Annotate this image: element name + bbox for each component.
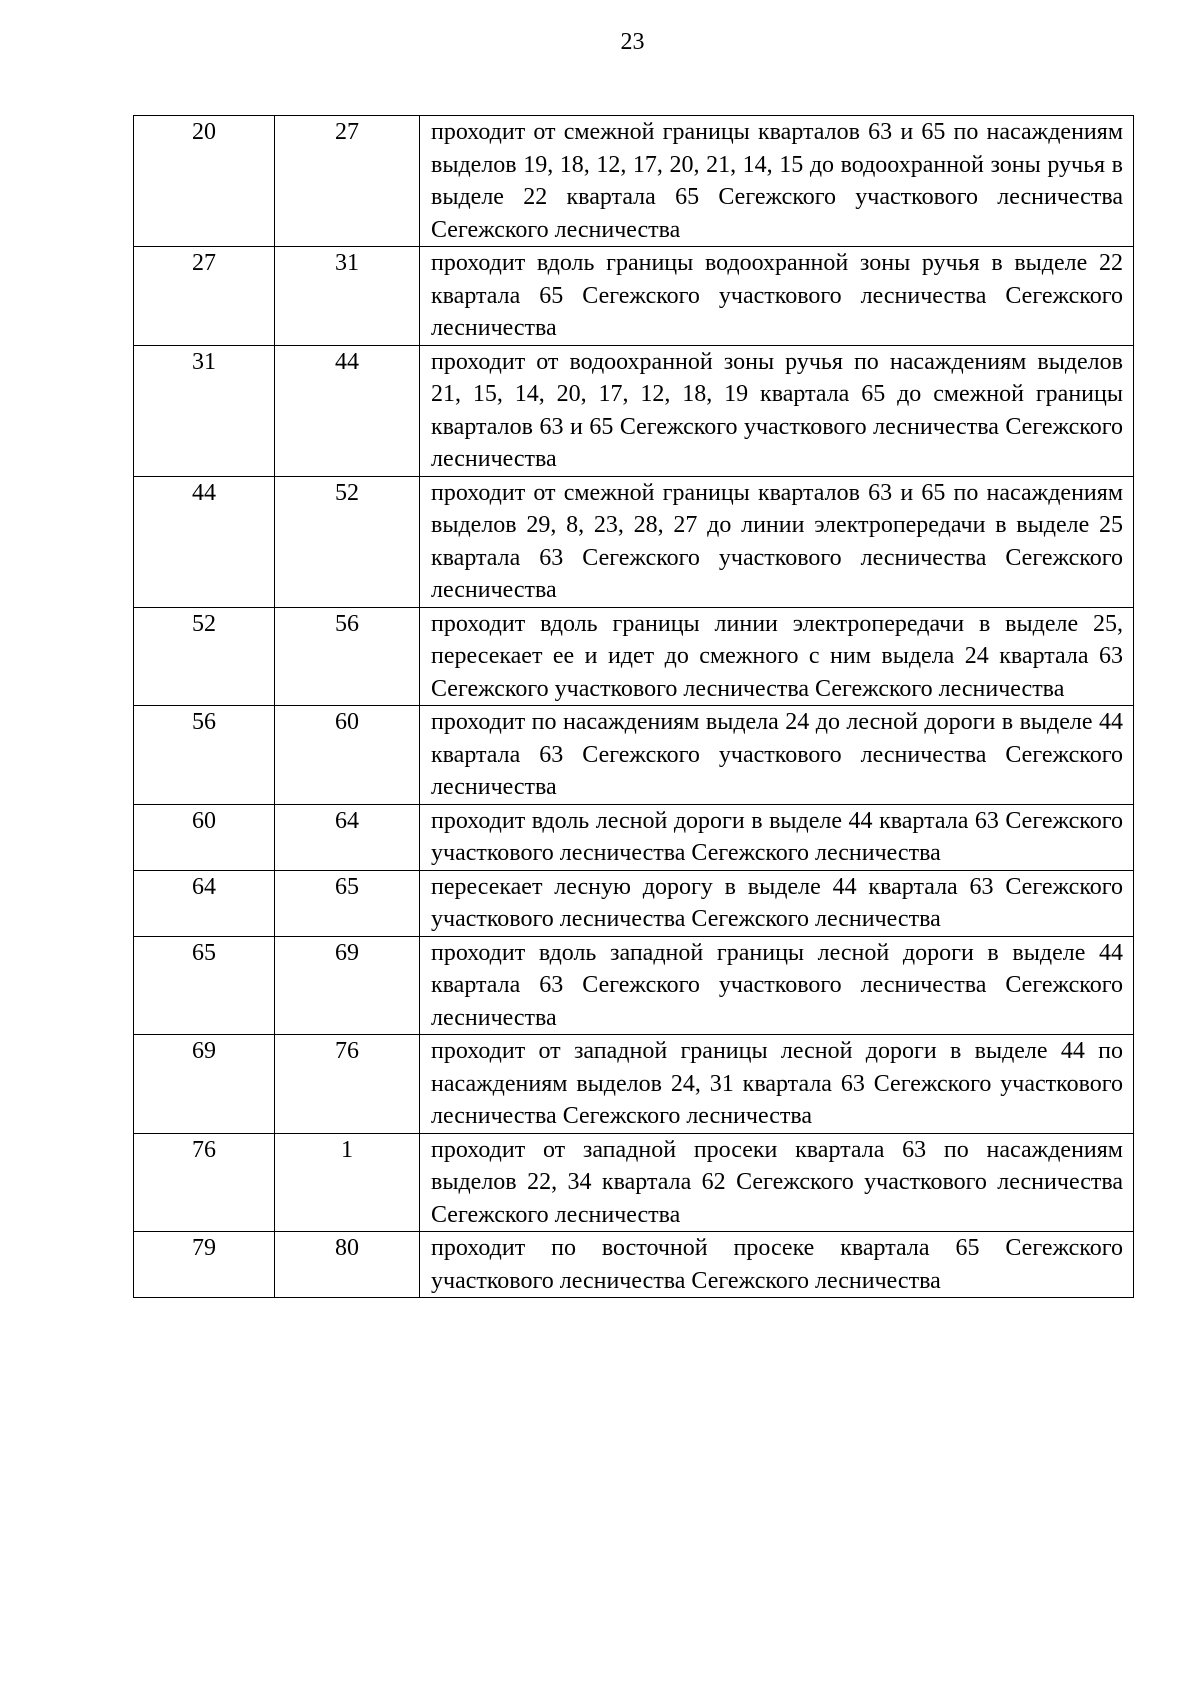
- table-row: [134, 476, 1134, 607]
- to-point-cell: 64: [275, 804, 420, 870]
- from-point-cell: 65: [134, 936, 275, 1035]
- from-point-cell: 20: [134, 116, 275, 247]
- table-row: [134, 870, 1134, 936]
- from-point-cell: 64: [134, 870, 275, 936]
- to-point-cell: 44: [275, 345, 420, 476]
- table-body: [134, 116, 1134, 1298]
- to-point-cell: 52: [275, 476, 420, 607]
- boundary-description-table: [133, 115, 1134, 1298]
- from-point-cell: 60: [134, 804, 275, 870]
- to-point-cell: 1: [275, 1133, 420, 1232]
- boundary-description-cell: проходит от водоохранной зоны ручья по насаждениям выделов 21, 15, 14, 20, 17, 12, 18, 19 квартала 65 до смежной границы кварталов 63 и 65 Сегежского участкового лесничества Сегежского лесничества: [420, 345, 1134, 476]
- page-number: 23: [620, 29, 645, 55]
- from-point-cell: 76: [134, 1133, 275, 1232]
- from-point-cell: 44: [134, 476, 275, 607]
- table-row: [134, 1035, 1134, 1134]
- boundary-description-cell: проходит от смежной границы кварталов 63 и 65 по насаждениям выделов 19, 18, 12, 17, 20, 21, 14, 15 до водоохранной зоны ручья в выделе 22 квартала 65 Сегежского участкового лесничества Сегежского лесничества: [420, 116, 1134, 247]
- boundary-description-cell: проходит по насаждениям выдела 24 до лесной дороги в выделе 44 квартала 63 Сегежского участкового лесничества Сегежского лесничества: [420, 706, 1134, 805]
- boundary-description-cell: проходит вдоль границы водоохранной зоны ручья в выделе 22 квартала 65 Сегежского участкового лесничества Сегежского лесничества: [420, 247, 1134, 346]
- table-row: [134, 1133, 1134, 1232]
- table-row: [134, 804, 1134, 870]
- boundary-description-cell: проходит по восточной просеке квартала 65 Сегежского участкового лесничества Сегежского лесничества: [420, 1232, 1134, 1298]
- boundary-description-cell: проходит от западной просеки квартала 63 по насаждениям выделов 22, 34 квартала 62 Сегежского участкового лесничества Сегежского лесничества: [420, 1133, 1134, 1232]
- boundary-description-cell: пересекает лесную дорогу в выделе 44 квартала 63 Сегежского участкового лесничества Сегежского лесничества: [420, 870, 1134, 936]
- table-row: [134, 607, 1134, 706]
- table-row: [134, 116, 1134, 247]
- to-point-cell: 27: [275, 116, 420, 247]
- table-row: [134, 936, 1134, 1035]
- to-point-cell: 31: [275, 247, 420, 346]
- to-point-cell: 69: [275, 936, 420, 1035]
- table-row: [134, 706, 1134, 805]
- boundary-description-cell: проходит от западной границы лесной дороги в выделе 44 по насаждениям выделов 24, 31 квартала 63 Сегежского участкового лесничества Сегежского лесничества: [420, 1035, 1134, 1134]
- to-point-cell: 65: [275, 870, 420, 936]
- to-point-cell: 76: [275, 1035, 420, 1134]
- boundary-description-cell: проходит вдоль лесной дороги в выделе 44 квартала 63 Сегежского участкового лесничества Сегежского лесничества: [420, 804, 1134, 870]
- from-point-cell: 27: [134, 247, 275, 346]
- boundary-description-cell: проходит вдоль западной границы лесной дороги в выделе 44 квартала 63 Сегежского участкового лесничества Сегежского лесничества: [420, 936, 1134, 1035]
- from-point-cell: 79: [134, 1232, 275, 1298]
- from-point-cell: 31: [134, 345, 275, 476]
- table-row: [134, 345, 1134, 476]
- table-row: [134, 247, 1134, 346]
- table-row: [134, 1232, 1134, 1298]
- boundary-description-cell: проходит вдоль границы линии электропередачи в выделе 25, пересекает ее и идет до смежного с ним выдела 24 квартала 63 Сегежского участкового лесничества Сегежского лесничества: [420, 607, 1134, 706]
- from-point-cell: 69: [134, 1035, 275, 1134]
- from-point-cell: 52: [134, 607, 275, 706]
- boundary-description-cell: проходит от смежной границы кварталов 63 и 65 по насаждениям выделов 29, 8, 23, 28, 27 до линии электропередачи в выделе 25 квартала 63 Сегежского участкового лесничества Сегежского лесничества: [420, 476, 1134, 607]
- to-point-cell: 60: [275, 706, 420, 805]
- to-point-cell: 80: [275, 1232, 420, 1298]
- from-point-cell: 56: [134, 706, 275, 805]
- to-point-cell: 56: [275, 607, 420, 706]
